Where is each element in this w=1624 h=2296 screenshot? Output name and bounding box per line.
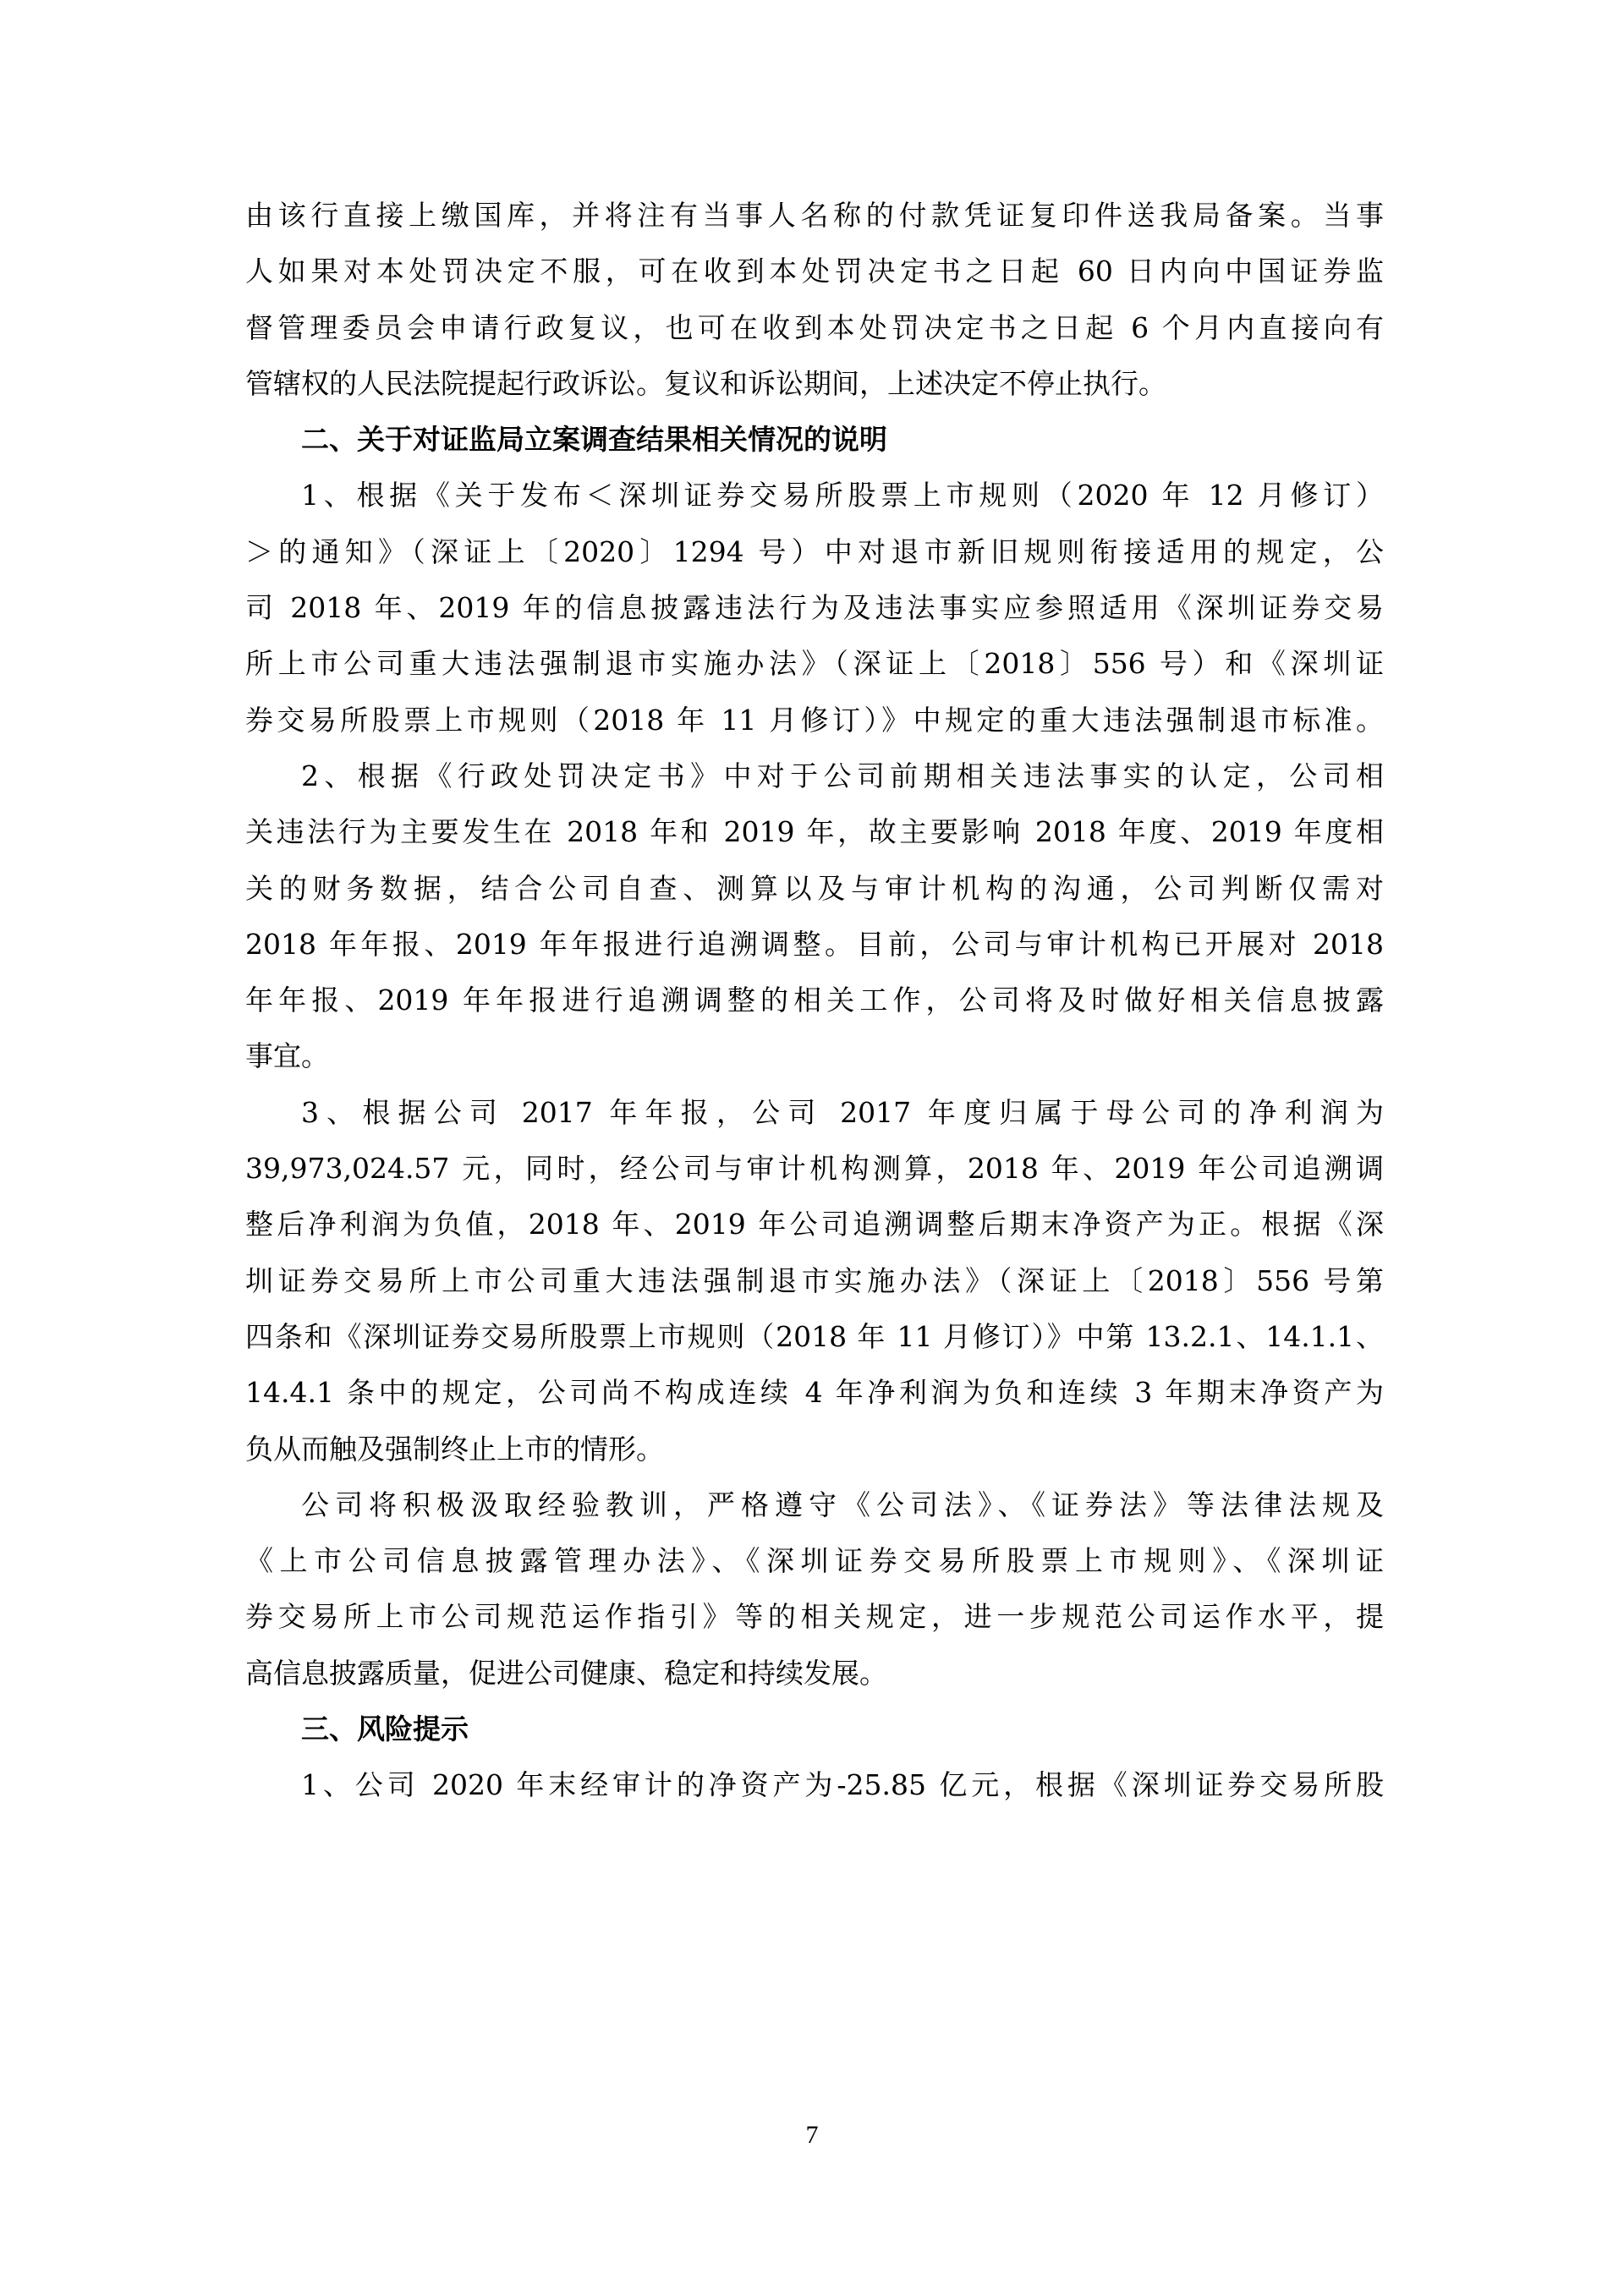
page-number: 7: [805, 2121, 819, 2149]
text-line: 整后净利润为负值，2018 年、2019 年公司追溯调整后期末净资产为正。根据《深: [245, 1208, 1384, 1241]
text-line: ＞的通知》（深证上〔2020〕1294 号）中对退市新旧规则衔接适用的规定，公: [245, 534, 1384, 568]
text-line: 人如果对本处罚决定不服，可在收到本处罚决定书之日起 60 日内向中国证券监: [245, 255, 1384, 288]
text-line: 所上市公司重大违法强制退市实施办法》（深证上〔2018〕556 号）和《深圳证: [245, 647, 1384, 681]
text-line: 1、公司 2020 年末经审计的净资产为-25.85 亿元，根据《深圳证券交易所股: [301, 1768, 1384, 1802]
text-line: 年年报、2019 年年报进行追溯调整的相关工作，公司将及时做好相关信息披露: [245, 984, 1384, 1017]
text-line: 督管理委员会申请行政复议，也可在收到本处罚决定书之日起 6 个月内直接向有: [245, 310, 1384, 344]
text-line: 2018 年年报、2019 年年报进行追溯调整。目前，公司与审计机构已开展对 2018: [245, 927, 1384, 961]
text-line: 券交易所股票上市规则（2018 年 11 月修订）》中规定的重大违法强制退市标准。: [245, 703, 1384, 737]
paragraph-penalty-payment: [245, 188, 1384, 412]
paragraph-item-2: [245, 748, 1384, 1085]
text-line: 关的财务数据，结合公司自查、测算以及与审计机构的沟通，公司判断仅需对: [245, 871, 1384, 905]
paragraph-risk-item-1: [245, 1757, 1384, 1813]
text-line: 圳证券交易所上市公司重大违法强制退市实施办法》（深证上〔2018〕556 号第: [245, 1263, 1384, 1297]
text-line: 负从而触及强制终止上市的情形。: [245, 1432, 664, 1466]
text-line: 四条和《深圳证券交易所股票上市规则（2018 年 11 月修订）》中第 13.2.1、14.1.1、: [245, 1319, 1384, 1353]
text-line: 事宜。: [245, 1039, 329, 1073]
text-line: 司 2018 年、2019 年的信息披露违法行为及违法事实应参照适用《深圳证券交易: [245, 591, 1384, 625]
document-body: [245, 188, 1384, 1814]
paragraph-commitment: [245, 1477, 1384, 1701]
text-line: 关违法行为主要发生在 2018 年和 2019 年，故主要影响 2018 年度、2019 年度相: [245, 815, 1384, 849]
text-line: 公司将积极汲取经验教训，严格遵守《公司法》、《证券法》等法律法规及: [301, 1488, 1384, 1521]
text-line: 由该行直接上缴国库，并将注有当事人名称的付款凭证复印件送我局备案。当事: [245, 199, 1384, 232]
text-line: 14.4.1 条中的规定，公司尚不构成连续 4 年净利润为负和连续 3 年期末净资产为: [245, 1376, 1384, 1410]
text-line: 券交易所上市公司规范运作指引》等的相关规定，进一步规范公司运作水平，提: [245, 1600, 1384, 1634]
text-line: 2、根据《行政处罚决定书》中对于公司前期相关违法事实的认定，公司相: [301, 759, 1384, 792]
section-heading: 三、风险提示: [301, 1712, 469, 1746]
text-line: 1、根据《关于发布＜深圳证券交易所股票上市规则（2020 年 12 月修订）: [301, 479, 1384, 512]
section-heading-risk: [245, 1701, 1384, 1757]
text-line: 39,973,024.57 元，同时，经公司与审计机构测算，2018 年、2019 年公司追溯调: [245, 1152, 1384, 1186]
text-line: 《上市公司信息披露管理办法》、《深圳证券交易所股票上市规则》、《深圳证: [245, 1544, 1384, 1578]
section-heading: 二、关于对证监局立案调查结果相关情况的说明: [301, 423, 887, 457]
paragraph-item-1: [245, 468, 1384, 748]
paragraph-item-3: [245, 1085, 1384, 1477]
text-line: 3、根据公司 2017 年年报，公司 2017 年度归属于母公司的净利润为: [301, 1095, 1384, 1129]
section-heading-investigation: [245, 412, 1384, 468]
text-line: 高信息披露质量，促进公司健康、稳定和持续发展。: [245, 1656, 887, 1690]
text-line: 管辖权的人民法院提起行政诉讼。复议和诉讼期间，上述决定不停止执行。: [245, 366, 1166, 400]
